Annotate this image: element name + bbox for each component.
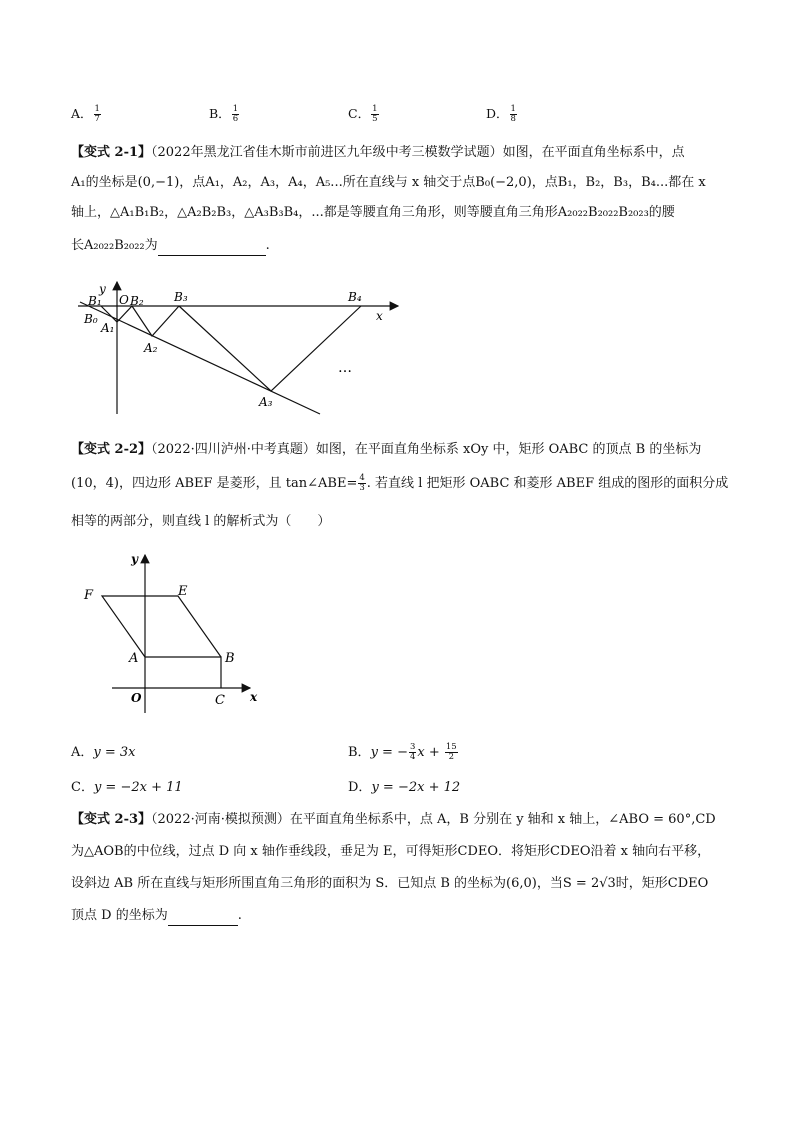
q21-text-1: （2022年黑龙江省佳木斯市前进区九年级中考三模数学试题）如图，在平面直角坐标系中，点 xyxy=(151,145,685,160)
option-d[interactable] xyxy=(486,104,518,124)
q22-option-b-num1: 3 xyxy=(409,742,416,752)
q21-label-b2: B₂ xyxy=(130,294,144,308)
q23-text-1: （2022·河南·模拟预测）在平面直角坐标系中，点 A，B 分别在 y 轴和 x 轴上，∠ABO = 60°,CD xyxy=(151,812,716,827)
q22-label-f: F xyxy=(84,588,94,603)
q23-tag: 【变式 2-3】 xyxy=(71,812,152,827)
option-c-num: 1 xyxy=(372,104,378,114)
q22-label-c: C xyxy=(215,693,225,708)
q21-line4 xyxy=(71,236,270,256)
option-c-den: 5 xyxy=(372,114,378,124)
q22-text-2a: (10，4)，四边形 ABEF 是菱形，且 tan∠ABE= xyxy=(71,476,358,491)
q21-triangle-3 xyxy=(179,306,361,391)
option-d-num: 1 xyxy=(510,104,516,114)
q22-line1 xyxy=(71,440,701,460)
q22-option-b-den2: 2 xyxy=(448,752,455,762)
q21-label-b1: B₁ xyxy=(88,294,102,308)
q23-text-3: 设斜边 AB 所在直线与矩形所围直角三角形的面积为 S．已知点 B 的坐标为(6,0)，当S = 2√3时，矩形CDEO xyxy=(71,876,709,891)
q22-option-c-label: C． xyxy=(71,780,94,795)
option-b-num: 1 xyxy=(232,104,239,114)
option-a-num: 1 xyxy=(94,104,100,114)
q22-rhombus-abef xyxy=(102,596,221,657)
q22-option-a-text: y = 3x xyxy=(93,745,136,760)
q22-option-b-mid: x + xyxy=(417,745,444,760)
q22-line2 xyxy=(71,474,728,494)
q22-option-c-text: y = −2x + 11 xyxy=(93,780,183,795)
q22-rectangle-oabc xyxy=(145,657,221,688)
option-b-fraction xyxy=(232,105,239,124)
q22-option-b-pre: y = − xyxy=(370,745,408,760)
q22-label-a: A xyxy=(129,651,139,666)
q22-figure xyxy=(78,545,268,715)
q21-label-o: O xyxy=(119,293,129,307)
q22-option-d-label: D． xyxy=(348,780,372,795)
option-b-den: 6 xyxy=(232,114,239,124)
q22-option-b-frac2 xyxy=(445,743,458,762)
q22-label-y: y xyxy=(131,552,138,566)
q22-option-c[interactable] xyxy=(71,778,183,798)
option-a[interactable] xyxy=(71,104,102,124)
q21-period: . xyxy=(265,238,270,253)
q21-slope-line xyxy=(80,302,320,414)
option-c[interactable] xyxy=(348,104,380,124)
option-b[interactable] xyxy=(209,104,240,124)
q22-option-b-label: B． xyxy=(348,745,371,760)
q23-text-4: 顶点 D 的坐标为 xyxy=(71,908,168,923)
option-c-label: C． xyxy=(348,106,371,121)
option-d-den: 8 xyxy=(510,114,516,124)
q21-label-a1: A₁ xyxy=(101,321,115,335)
q22-option-d-text: y = −2x + 12 xyxy=(371,780,461,795)
q21-text-3: 轴上，△A₁B₁B₂，△A₂B₂B₃，△A₃B₃B₄，...都是等腰直角三角形，则等腰直角三角形A₂₀₂₂B₂₀₂₂B₂₀₂₃的腰 xyxy=(71,205,675,220)
option-d-label: D． xyxy=(486,106,509,121)
q21-label-a2: A₂ xyxy=(144,341,158,355)
q22-option-b-num2: 15 xyxy=(445,742,457,752)
q21-ellipsis: … xyxy=(338,360,352,376)
q22-option-b-frac1 xyxy=(409,743,416,762)
q22-label-b: B xyxy=(225,651,235,666)
q22-text-2b: . 若直线 l 把矩形 OABC 和菱形 ABEF 组成的图形的面积分成 xyxy=(366,476,729,491)
q23-line1 xyxy=(71,810,716,830)
q22-tan-den: 3 xyxy=(359,483,365,493)
q21-label-b3: B₃ xyxy=(174,290,188,304)
option-b-label: B． xyxy=(209,106,231,121)
q23-line4 xyxy=(71,906,242,926)
q22-text-3: 相等的两部分，则直线 l 的解析式为（ ） xyxy=(71,514,331,529)
q21-line1 xyxy=(71,143,685,163)
q23-period: . xyxy=(237,908,242,923)
q22-label-o: O xyxy=(131,691,142,705)
q22-label-x: x xyxy=(250,690,258,704)
q21-text-2: A₁的坐标是(0,−1)，点A₁，A₂，A₃，A₄，A₅...所在直线与 x 轴交于点B₀(−2,0)，点B₁，B₂，B₃，B₄...都在 x xyxy=(71,175,706,190)
q22-option-d[interactable] xyxy=(348,778,460,798)
option-a-fraction xyxy=(94,105,101,124)
q21-label-y: y xyxy=(99,282,106,296)
q23-text-2: 为△AOB的中位线，过点 D 向 x 轴作垂线段，垂足为 E，可得矩形CDEO．将矩形CDEO沿着 x 轴向右平移， xyxy=(71,844,711,859)
q21-label-a3: A₃ xyxy=(259,395,273,409)
option-d-fraction xyxy=(510,105,517,124)
q21-triangle-2 xyxy=(132,306,179,336)
q21-label-x: x xyxy=(376,309,383,323)
option-a-den: 7 xyxy=(94,114,100,124)
q22-tag: 【变式 2-2】 xyxy=(71,442,152,457)
q22-tan-num: 4 xyxy=(359,473,365,483)
q23-answer-blank[interactable] xyxy=(168,911,238,926)
q22-option-b-den1: 4 xyxy=(409,752,416,762)
q21-label-b0: B₀ xyxy=(84,312,98,326)
q22-label-e: E xyxy=(178,584,188,599)
q22-option-a-label: A． xyxy=(71,745,94,760)
option-a-label: A． xyxy=(71,106,93,121)
q22-text-1: （2022·四川泸州·中考真题）如图，在平面直角坐标系 xOy 中，矩形 OABC 的顶点 B 的坐标为 xyxy=(151,442,702,457)
q21-answer-blank[interactable] xyxy=(158,241,266,256)
q22-tan-fraction xyxy=(358,474,365,493)
q22-option-a[interactable] xyxy=(71,743,136,763)
q21-text-4: 长A₂₀₂₂B₂₀₂₂为 xyxy=(71,238,158,253)
q21-tag: 【变式 2-1】 xyxy=(71,145,152,160)
option-c-fraction xyxy=(371,105,378,124)
q21-label-b4: B₄ xyxy=(348,290,362,304)
q21-figure xyxy=(70,278,410,418)
q22-option-b[interactable] xyxy=(348,743,459,763)
